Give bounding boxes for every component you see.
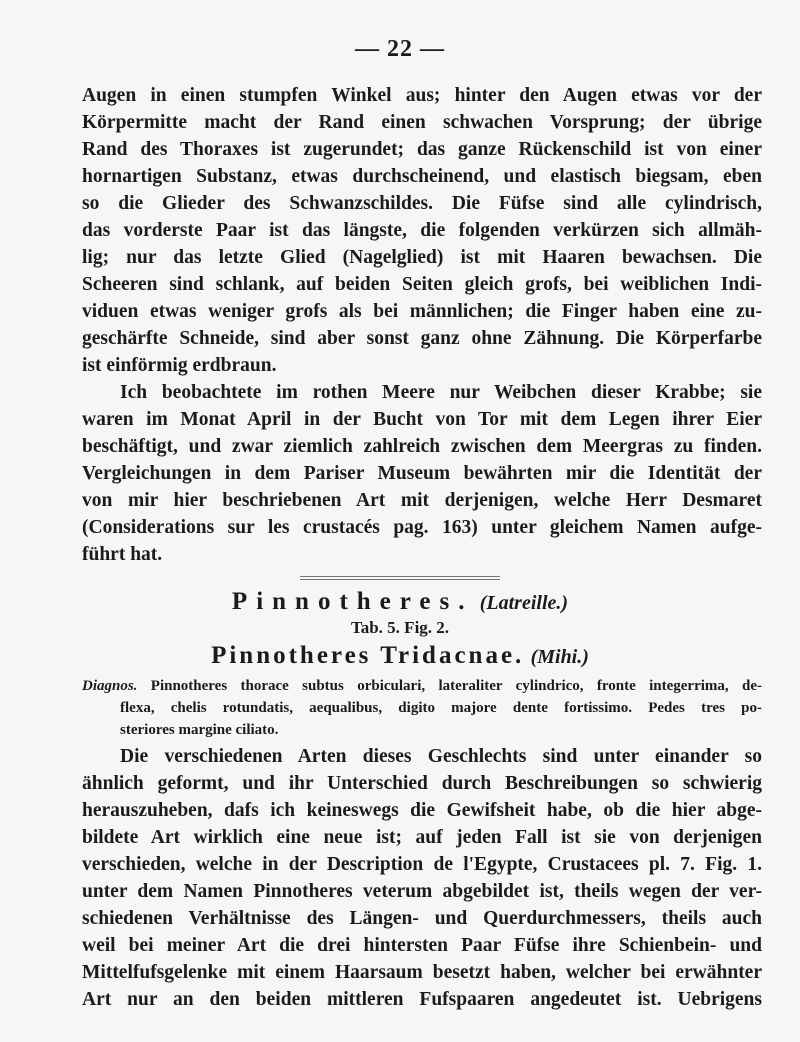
- page-number: — 22 —: [355, 36, 445, 62]
- paragraph-3: [82, 743, 762, 1013]
- text-line: waren im Monat April in der Bucht von Tor mit dem Legen ihrer Eier: [82, 409, 762, 430]
- diagnosis-text: Pinnotheres thorace subtus orbiculari, lateraliter cylindrico, fronte integerrima, de-: [150, 678, 762, 694]
- text-line: Mittelfufsgelenke mit einem Haarsaum besetzt haben, welcher bei erwähnter: [82, 962, 762, 983]
- species-author: (Mihi.): [530, 646, 589, 668]
- text-line: verschieden, welche in der Description de l'Egypte, Crustacees pl. 7. Fig. 1.: [82, 854, 762, 875]
- section-divider: [0, 576, 800, 580]
- text-line: Scheeren sind schlank, auf beiden Seiten gleich grofs, bei weiblichen Indi-: [82, 274, 762, 295]
- text-line: ist einförmig erdbraun.: [82, 355, 277, 376]
- species-heading: [0, 640, 800, 673]
- text-line: von mir hier beschriebenen Art mit derjenigen, welche Herr Desmaret: [82, 490, 762, 511]
- text-line: Augen in einen stumpfen Winkel aus; hinter den Augen etwas vor der: [82, 85, 762, 106]
- species-name: Pinnotheres Tridacnae.: [211, 642, 525, 669]
- text-line: Vergleichungen in dem Pariser Museum bewährten mir die Identität der: [82, 463, 762, 484]
- diagnosis-line: flexa, chelis rotundatis, aequalibus, digito majore dente fortissimo. Pedes tres po-: [120, 700, 762, 716]
- diagnosis-line: [82, 675, 762, 697]
- text-line: beschäftigt, und zwar ziemlich zahlreich zwischen dem Meergras zu finden.: [82, 436, 762, 457]
- text-line: geschärfte Schneide, sind aber sonst ganz ohne Zähnung. Die Körperfarbe: [82, 328, 762, 349]
- text-line: Die verschiedenen Arten dieses Geschlechts sind unter einander so: [120, 746, 762, 767]
- text-line: unter dem Namen Pinnotheres veterum abgebildet ist, theils wegen der ver-: [82, 881, 762, 902]
- text-line: Körpermitte macht der Rand einen schwachen Vorsprung; der übrige: [82, 112, 762, 133]
- text-line: (Considerations sur les crustacés pag. 163) unter gleichem Namen aufge-: [82, 517, 762, 538]
- text-line: ähnlich geformt, und ihr Unterschied durch Beschreibungen so schwierig: [82, 773, 762, 794]
- text-line: viduen etwas weniger grofs als bei männlichen; die Finger haben eine zu-: [82, 301, 762, 322]
- text-line: so die Glieder des Schwanzschildes. Die Füfse sind alle cylindrisch,: [82, 193, 762, 214]
- text-line: Art nur an den beiden mittleren Fufspaaren angedeutet ist. Uebrigens: [82, 989, 762, 1010]
- paragraph-2: [82, 379, 762, 568]
- text-line: bildete Art wirklich eine neue ist; auf jeden Fall ist sie von derjenigen: [82, 827, 762, 848]
- text-line: lig; nur das letzte Glied (Nagelglied) ist mit Haaren bewachsen. Die: [82, 247, 762, 268]
- genus-author: (Latreille.): [479, 592, 569, 614]
- plate-reference: Tab. 5. Fig. 2.: [350, 618, 450, 637]
- genus-name: Pinnotheres.: [231, 588, 474, 615]
- text-line: herauszuheben, dafs ich keineswegs die Gewifsheit habe, ob die hier abge-: [82, 800, 762, 821]
- text-line: Rand des Thoraxes ist zugerundet; das ganze Rückenschild ist von einer: [82, 139, 762, 160]
- paragraph-1: [82, 82, 762, 379]
- text-line: führt hat.: [82, 544, 163, 565]
- text-line: hornartigen Substanz, etwas durchscheinend, und elastisch biegsam, eben: [82, 166, 762, 187]
- text-line: Ich beobachtete im rothen Meere nur Weibchen dieser Krabbe; sie: [120, 382, 762, 403]
- diagnosis-label: Diagnos.: [82, 678, 138, 694]
- genus-heading: [0, 586, 800, 619]
- diagnosis-block: [82, 675, 762, 741]
- text-line: weil bei meiner Art die drei hintersten Paar Füfse ihre Schienbein- und: [82, 935, 762, 956]
- diagnosis-line: steriores margine ciliato.: [120, 722, 279, 738]
- text-line: schiedenen Verhältnisse des Längen- und Querdurchmessers, theils auch: [82, 908, 762, 929]
- text-line: das vorderste Paar ist das längste, die folgenden verkürzen sich allmäh-: [82, 220, 762, 241]
